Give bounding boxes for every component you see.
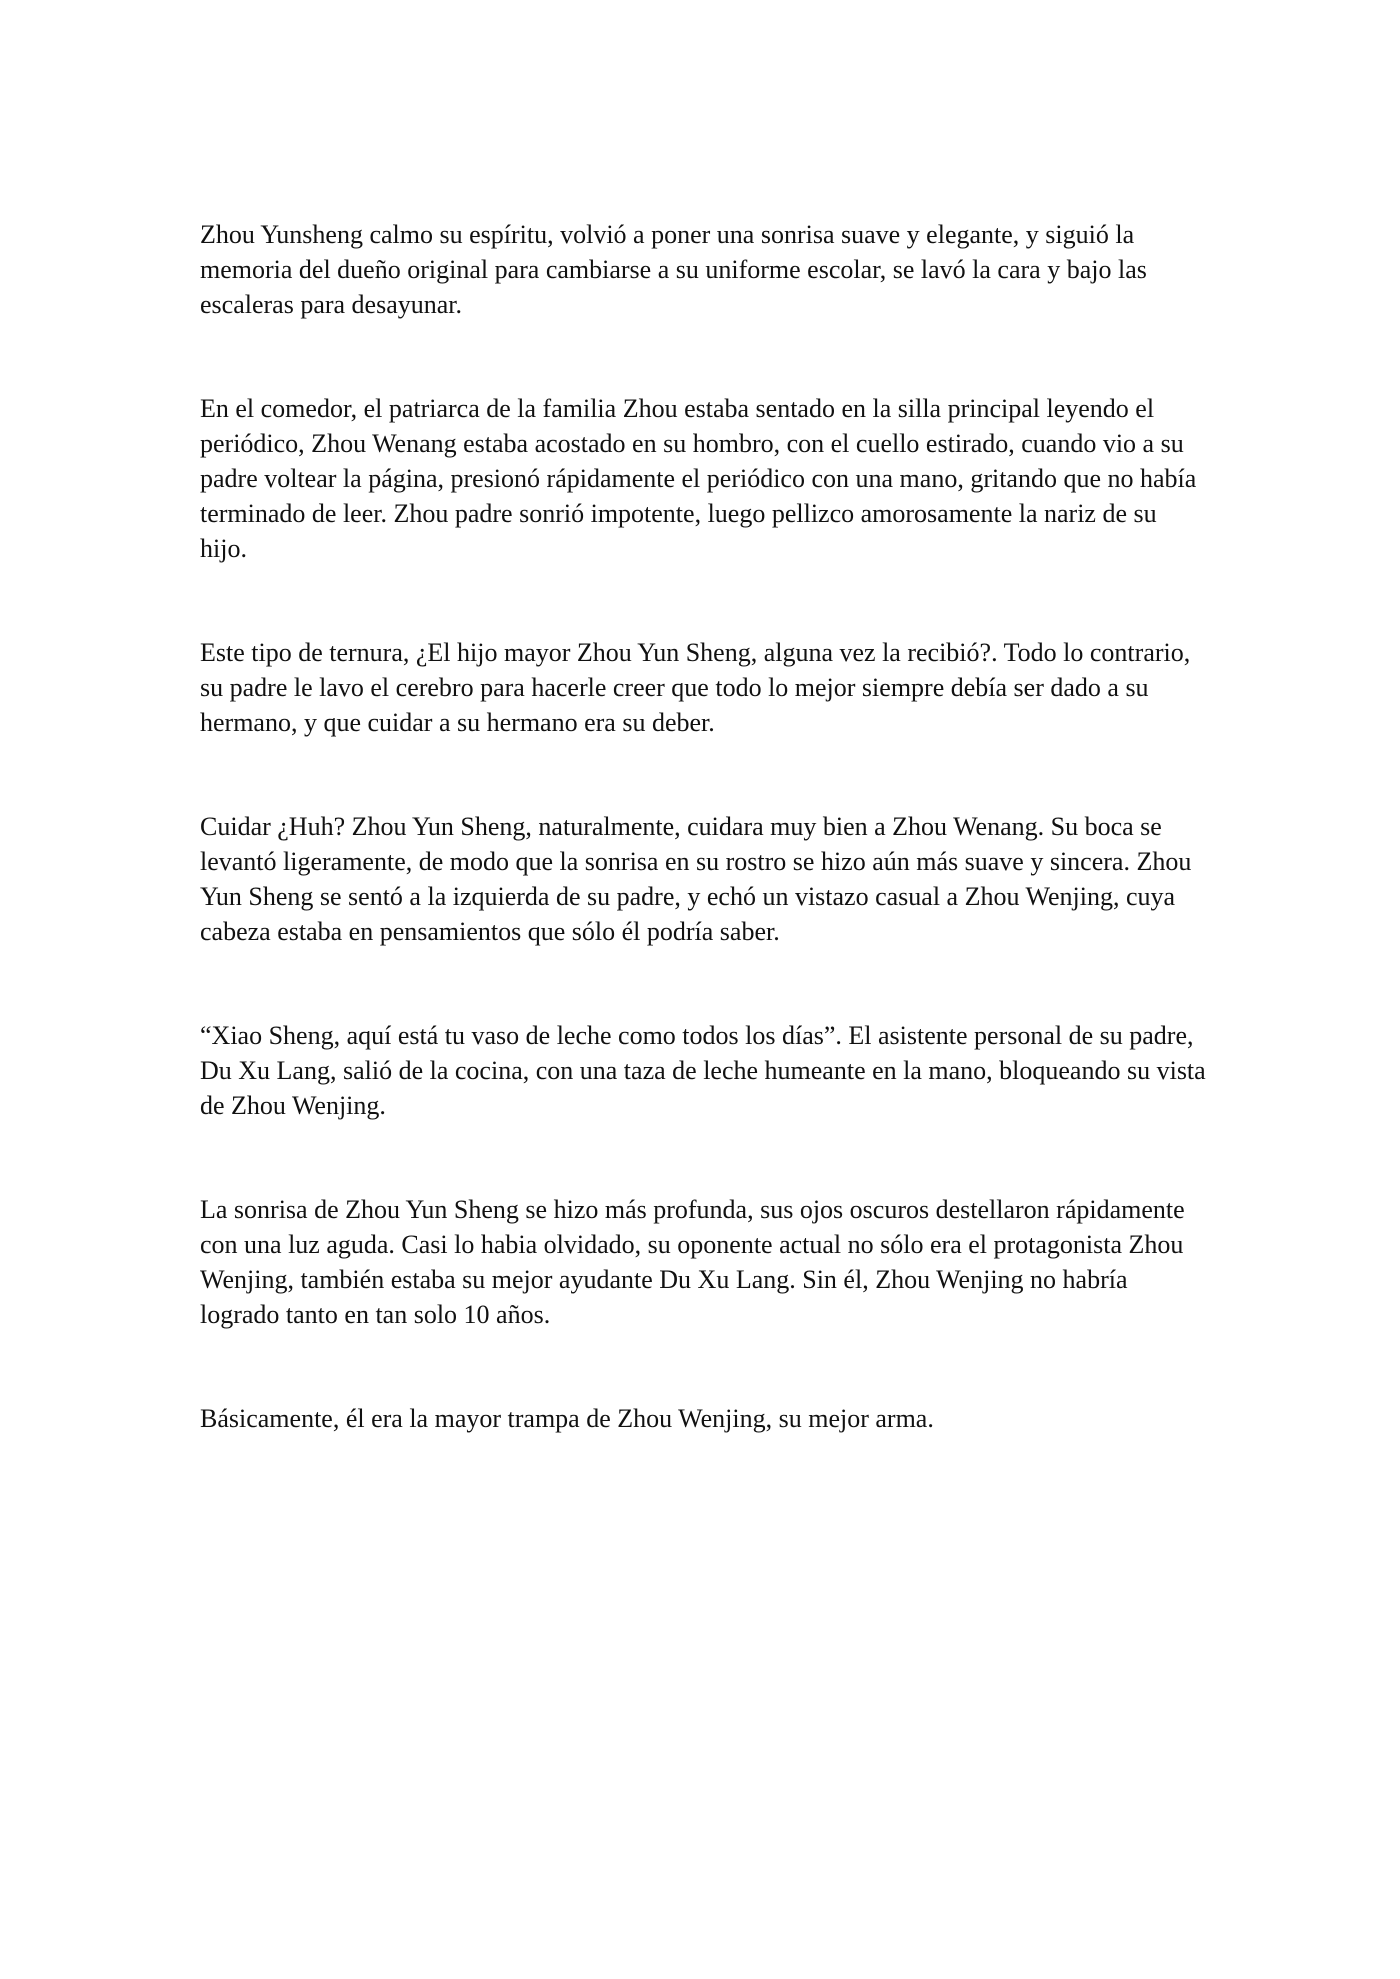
paragraph-3: Este tipo de ternura, ¿El hijo mayor Zhou Yun Sheng, alguna vez la recibió?. Todo lo contrario, su padre le lavo el cerebro para hacerle creer que todo lo mejor siempre debía ser dado a su hermano, y que cuidar a su hermano era su deber. — [200, 638, 1191, 737]
document-body — [200, 217, 1210, 1505]
paragraph-6: La sonrisa de Zhou Yun Sheng se hizo más profunda, sus ojos oscuros destellaron rápidamente con una luz aguda. Casi lo habia olvidado, su oponente actual no sólo era el protagonista Zhou Wenjing, también estaba su mejor ayudante Du Xu Lang. Sin él, Zhou Wenjing no habría logrado tanto en tan solo 10 años. — [200, 1195, 1185, 1329]
paragraph-5: “Xiao Sheng, aquí está tu vaso de leche como todos los días”. El asistente personal de su padre, Du Xu Lang, salió de la cocina, con una taza de leche humeante en la mano, bloqueando su vista de Zhou Wenjing. — [200, 1021, 1206, 1120]
paragraph-7: Básicamente, él era la mayor trampa de Zhou Wenjing, su mejor arma. — [200, 1404, 934, 1433]
paragraph-2: En el comedor, el patriarca de la familia Zhou estaba sentado en la silla principal leyendo el periódico, Zhou Wenang estaba acostado en su hombro, con el cuello estirado, cuando vio a su padre voltear la página, presionó rápidamente el periódico con una mano, gritando que no había terminado de leer. Zhou padre sonrió impotente, luego pellizco amorosamente la nariz de su hijo. — [200, 394, 1197, 563]
paragraph-1: Zhou Yunsheng calmo su espíritu, volvió a poner una sonrisa suave y elegante, y siguió la memoria del dueño original para cambiarse a su uniforme escolar, se lavó la cara y bajo las escaleras para desayunar. — [200, 220, 1147, 319]
paragraph-4: Cuidar ¿Huh? Zhou Yun Sheng, naturalmente, cuidara muy bien a Zhou Wenang. Su boca se levantó ligeramente, de modo que la sonrisa en su rostro se hizo aún más suave y sincera. Zhou Yun Sheng se sentó a la izquierda de su padre, y echó un vistazo casual a Zhou Wenjing, cuya cabeza estaba en pensamientos que sólo él podría saber. — [200, 812, 1192, 946]
